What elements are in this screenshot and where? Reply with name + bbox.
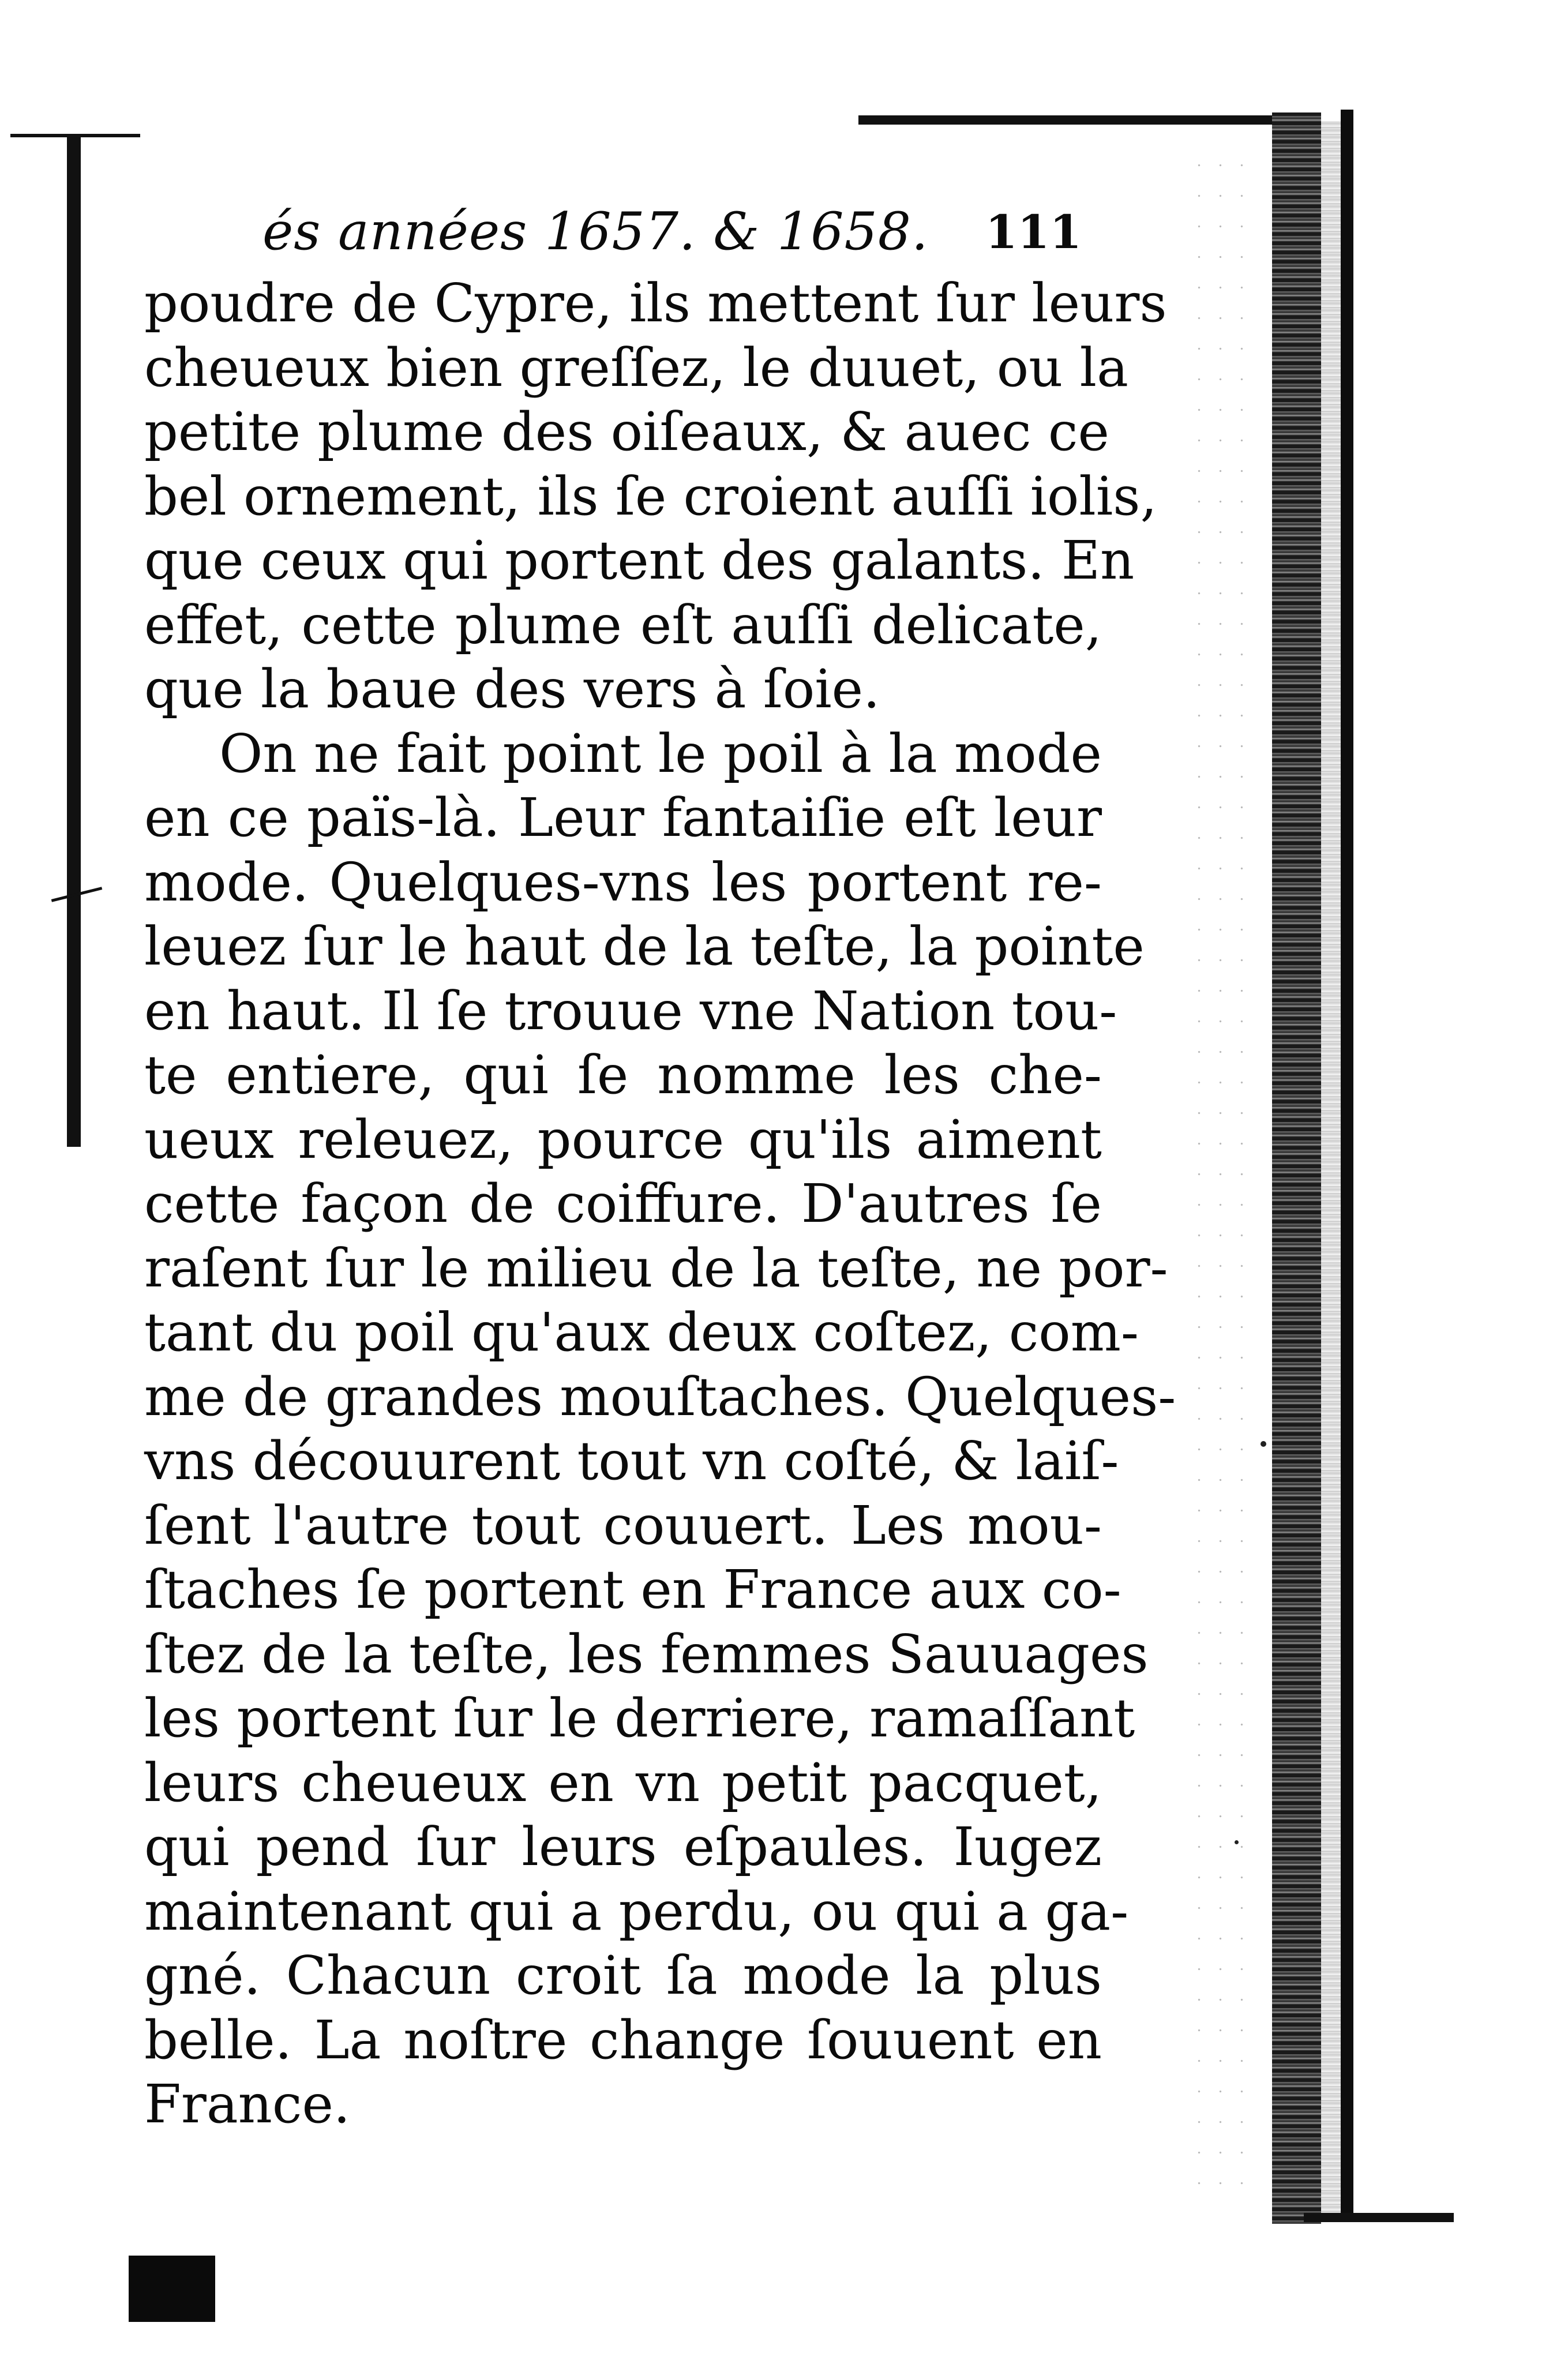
text-line: cette façon de coiffure. D'autres ſe (144, 1173, 1102, 1235)
text-line: raſent ſur le milieu de la teſte, ne por- (144, 1237, 1168, 1299)
text-line: en haut. Il ſe trouue vne Nation tou- (144, 980, 1117, 1042)
text-line: mode. Quelques-vns les portent re- (144, 851, 1102, 913)
text-line: me de grandes mouſtaches. Quelques- (144, 1365, 1176, 1428)
running-head (262, 197, 1082, 267)
text-line: France. (144, 2073, 351, 2135)
text-line: leurs cheueux en vn petit pacquet, (144, 1751, 1102, 1814)
text-line: te entiere, qui ſe nomme les che- (144, 1044, 1102, 1106)
running-head-title: és années 1657. & 1658. (262, 201, 929, 262)
text-line: cheueux bien greſſez, le duuet, ou la (144, 336, 1128, 399)
text-line: en ce païs-là. Leur fantaiſie eſt leur (144, 787, 1102, 849)
text-line: On ne fait point le poil à la mode (219, 722, 1102, 785)
text-line: ueux releuez, pource qu'ils aiment (144, 1108, 1102, 1170)
text-line: maintenant qui a perdu, ou qui a ga- (144, 1880, 1129, 1942)
text-line: belle. La noſtre change ſouuent en (144, 2009, 1102, 2071)
text-line: effet, cette plume eſt auſſi delicate, (144, 594, 1102, 656)
scan-block-bottom-left (129, 2256, 215, 2322)
book-spine-shadow (1272, 112, 1321, 2224)
text-line: tant du poil qu'aux deux coſtez, com- (144, 1301, 1139, 1363)
scan-rule-left (67, 136, 81, 1147)
text-line: que ceux qui portent des galants. En (144, 530, 1135, 591)
scan-rule-top-right (858, 115, 1277, 125)
text-line: ſtaches ſe portent en France aux co- (144, 1559, 1121, 1620)
text-line: les portent ſur le derriere, ramaſſant (144, 1687, 1135, 1749)
text-line: que la baue des vers à ſoie. (144, 658, 880, 720)
ink-speck (1235, 1840, 1239, 1844)
text-line: leuez ſur le haut de la teſte, la pointe (144, 916, 1145, 977)
page-number: 111 (985, 205, 1082, 259)
book-spine-edge (1341, 110, 1353, 2221)
ink-speck (1261, 1441, 1266, 1447)
text-line: bel ornement, ils ſe croient auſſi iolis, (144, 465, 1157, 527)
gutter-specks (1188, 150, 1258, 2204)
text-line: ſent l'autre tout couuert. Les mou- (144, 1494, 1102, 1556)
body-text (144, 271, 1176, 2137)
text-line: poudre de Cypre, ils mettent ſur leurs (144, 272, 1167, 334)
book-spine-pages (1321, 121, 1341, 2221)
scan-rule-bottom-right (1304, 2213, 1454, 2222)
text-line: qui pend ſur leurs eſpaules. Iugez (144, 1816, 1102, 1878)
text-line: vns découurent tout vn coſté, & laiſ- (144, 1430, 1119, 1492)
text-line: ſtez de la teſte, les femmes Sauuages (144, 1623, 1149, 1685)
text-line: petite plume des oiſeaux, & auec ce (144, 401, 1109, 463)
text-line: gné. Chacun croit ſa mode la plus (144, 1945, 1102, 2006)
